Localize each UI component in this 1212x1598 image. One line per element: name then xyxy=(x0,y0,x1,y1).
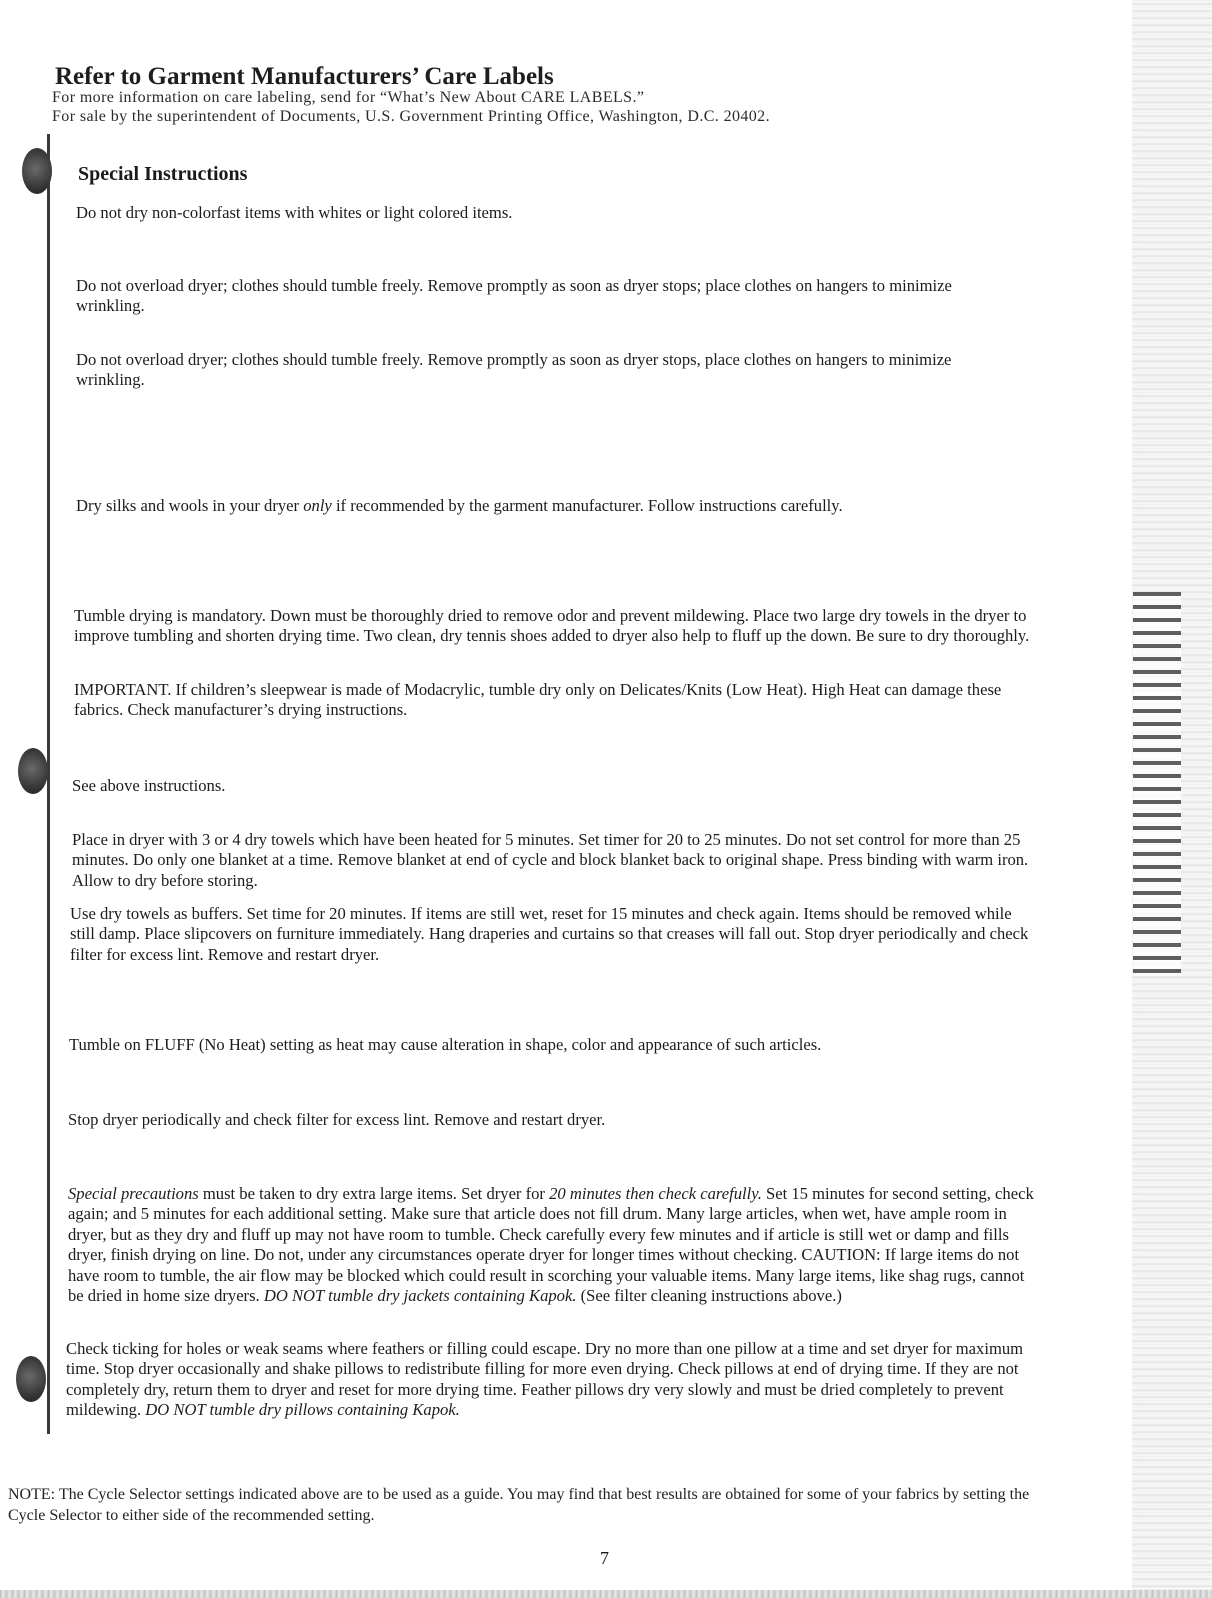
instruction-overload-1: Do not overload dryer; clothes should tumble freely. Remove promptly as soon as dryer stops; place clothes on hangers to minimize wrinkling. xyxy=(76,276,952,316)
instruction-noncolorfast: Do not dry non-colorfast items with whites or light colored items. xyxy=(76,203,513,222)
government-printing-office-line: For sale by the superintendent of Documents, U.S. Government Printing Office, Washington, D.C. 20402. xyxy=(52,108,770,125)
scan-bottom-edge xyxy=(0,1590,1212,1598)
instruction-slipcovers-draperies: Use dry towels as buffers. Set time for 20 minutes. If items are still wet, reset for 15 minutes and check again. Items should be removed while still damp. Place slipcovers on furniture immediately. Hang draperies and curtains so that creases will fall out. Stop dryer periodically and check filter for excess lint. Remove and restart dryer. xyxy=(70,904,1029,964)
binder-hole-top xyxy=(22,148,52,194)
instruction-childrens-sleepwear: IMPORTANT. If children’s sleepwear is made of Modacrylic, tumble dry only on Delicates/Knits (Low Heat). High Heat can damage these fabrics. Check manufacturer’s drying instructions. xyxy=(74,680,1002,720)
instruction-overload-2: Do not overload dryer; clothes should tumble freely. Remove promptly as soon as dryer stops, place clothes on hangers to minimize wrinkling. xyxy=(76,350,952,390)
instruction-pillows: Check ticking for holes or weak seams where feathers or filling could escape. Dry no more than one pillow at a time and set dryer for maximum time. Stop dryer occasionally and shake pillows to redistribute filling for more even drying. Check pillows at end of drying time. If they are not completely dry, return them to dryer and reset for more drying time. Feather pillows dry very slowly and must be dried completely to prevent mildewing. DO NOT tumble dry pillows containing Kapok. xyxy=(66,1339,1024,1420)
binder-hole-bottom xyxy=(16,1356,46,1402)
binder-hole-middle xyxy=(18,748,48,794)
instruction-see-above: See above instructions. xyxy=(72,776,226,795)
page-number: 7 xyxy=(600,1548,609,1568)
scan-dark-band xyxy=(1133,592,1181,976)
binding-margin-line xyxy=(47,134,50,1434)
instruction-extra-large-items: Special precautions must be taken to dry extra large items. Set dryer for 20 minutes then check carefully. Set 15 minutes for second setting, check again; and 5 minutes for each additional setting. Make sure that article does not fill drum. Many large articles, when wet, have ample room in dryer, but as they dry and fluff up may not have room to tumble. Check carefully every few minutes and if article is still wet or damp and fills dryer, finish drying on line. Do not, under any circumstances operate dryer for longer times without checking. CAUTION: If large items do not have room to tumble, the air flow may be blocked which could result in scorching your valuable items. Many large items, like shag rugs, cannot be dried in home size dryers. DO NOT tumble dry jackets containing Kapok. (See filter cleaning instructions above.) xyxy=(68,1184,1034,1306)
instruction-stop-dryer-lint: Stop dryer periodically and check filter for excess lint. Remove and restart dryer. xyxy=(68,1110,606,1129)
instruction-silks-wools: Dry silks and wools in your dryer only if recommended by the garment manufacturer. Follow instructions carefully. xyxy=(76,496,843,515)
instruction-blankets: Place in dryer with 3 or 4 dry towels which have been heated for 5 minutes. Set timer for 20 to 25 minutes. Do not set control for more than 25 minutes. Do only one blanket at a time. Remove blanket at end of cycle and block blanket back to original shape. Press binding with warm iron. Allow to dry before storing. xyxy=(72,830,1029,890)
cycle-selector-note: NOTE: The Cycle Selector settings indicated above are to be used as a guide. You may find that best results are obtained for some of your fabrics by setting the Cycle Selector to either side of the recommended setting. xyxy=(8,1486,1030,1524)
section-heading: Special Instructions xyxy=(78,163,248,185)
care-label-info-line: For more information on care labeling, send for “What’s New About CARE LABELS.” xyxy=(52,89,645,106)
instruction-down: Tumble drying is mandatory. Down must be thoroughly dried to remove odor and prevent mildewing. Place two large dry towels in the dryer to improve tumbling and shorten drying time. Two clean, dry tennis shoes added to dryer also help to fluff up the down. Be sure to dry thoroughly. xyxy=(74,606,1030,646)
instruction-fluff-no-heat: Tumble on FLUFF (No Heat) setting as heat may cause alteration in shape, color and appearance of such articles. xyxy=(69,1035,822,1054)
page-title: Refer to Garment Manufacturers’ Care Labels xyxy=(55,63,554,90)
